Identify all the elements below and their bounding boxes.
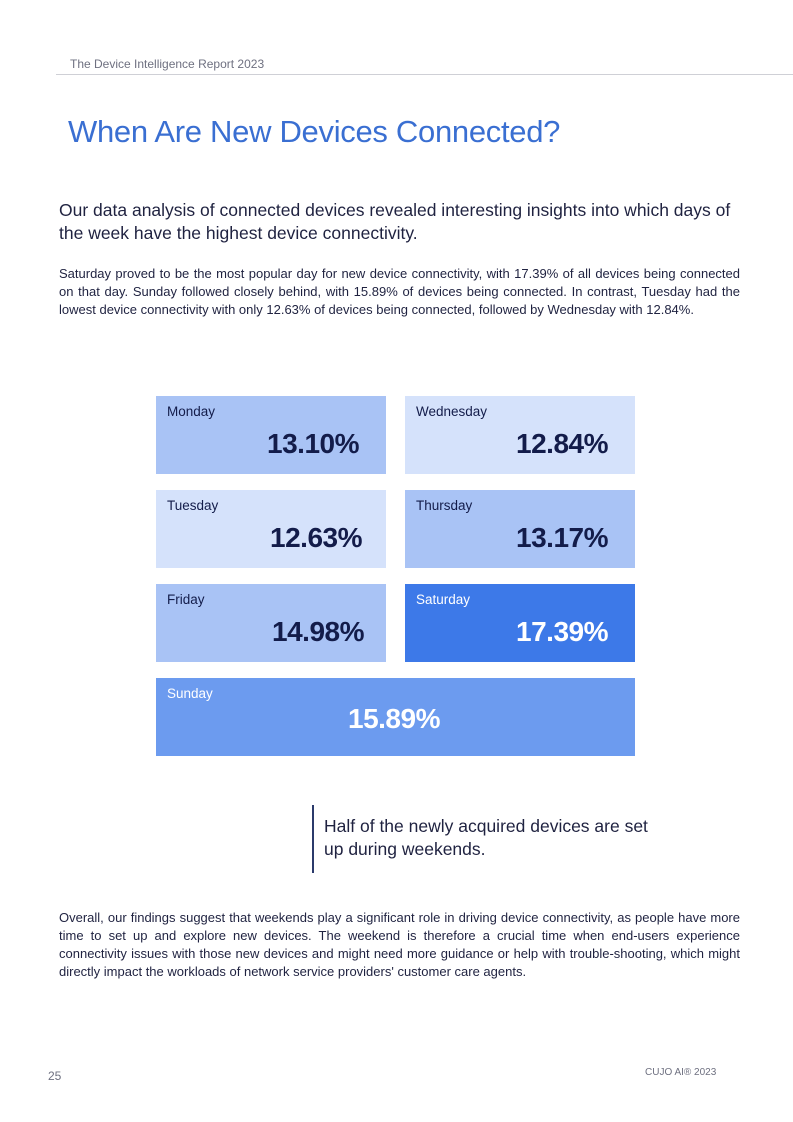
day-percentage: 13.10% <box>267 428 359 459</box>
day-label: Tuesday <box>167 498 219 513</box>
page-title: When Are New Devices Connected? <box>68 114 561 149</box>
day-label: Wednesday <box>416 404 488 419</box>
conclusion-paragraph: Overall, our findings suggest that weekends play a significant role in driving device connectivity, as people have more time to set up and explore new devices. The weekend is therefore a crucial time when end-users experience connectivity issues with those new devices and might need more guidance or help with trouble-shooting, which might directly impact the workloads of network service providers' customer care agents. <box>59 910 740 979</box>
day-tile-friday <box>156 584 386 662</box>
findings-paragraph: Saturday proved to be the most popular day for new device connectivity, with 17.39% of all devices being connected on that day. Sunday followed closely behind, with 15.89% of devices being connected. In contrast, Tuesday had the lowest device connectivity with only 12.63% of devices being connected, followed by Wednesday with 12.84%. <box>59 266 740 317</box>
day-percentage: 12.63% <box>270 522 362 553</box>
page-number: 25 <box>48 1069 62 1083</box>
day-tile-wednesday <box>405 396 635 474</box>
day-percentage: 13.17% <box>516 522 608 553</box>
day-label: Saturday <box>416 592 471 607</box>
day-tile-saturday <box>405 584 635 662</box>
day-percentage: 17.39% <box>516 616 608 647</box>
report-header-title: The Device Intelligence Report 2023 <box>70 57 265 71</box>
pull-quote: Half of the newly acquired devices are set up during weekends. <box>324 816 648 859</box>
day-percentage: 12.84% <box>516 428 608 459</box>
day-label: Monday <box>167 404 216 419</box>
pull-quote-bar <box>312 805 314 873</box>
day-percentage: 14.98% <box>272 616 364 647</box>
day-tile-sunday <box>156 678 635 756</box>
header-divider <box>56 74 793 75</box>
day-tile-thursday <box>405 490 635 568</box>
footer-brand: CUJO AI® 2023 <box>645 1067 717 1078</box>
day-label: Friday <box>167 592 205 607</box>
day-tile-tuesday <box>156 490 386 568</box>
day-tile-monday <box>156 396 386 474</box>
lead-paragraph: Our data analysis of connected devices revealed interesting insights into which days of the week have the highest device connectivity. <box>59 200 731 243</box>
day-percentage: 15.89% <box>348 703 440 734</box>
day-label: Thursday <box>416 498 473 513</box>
day-label: Sunday <box>167 686 213 701</box>
